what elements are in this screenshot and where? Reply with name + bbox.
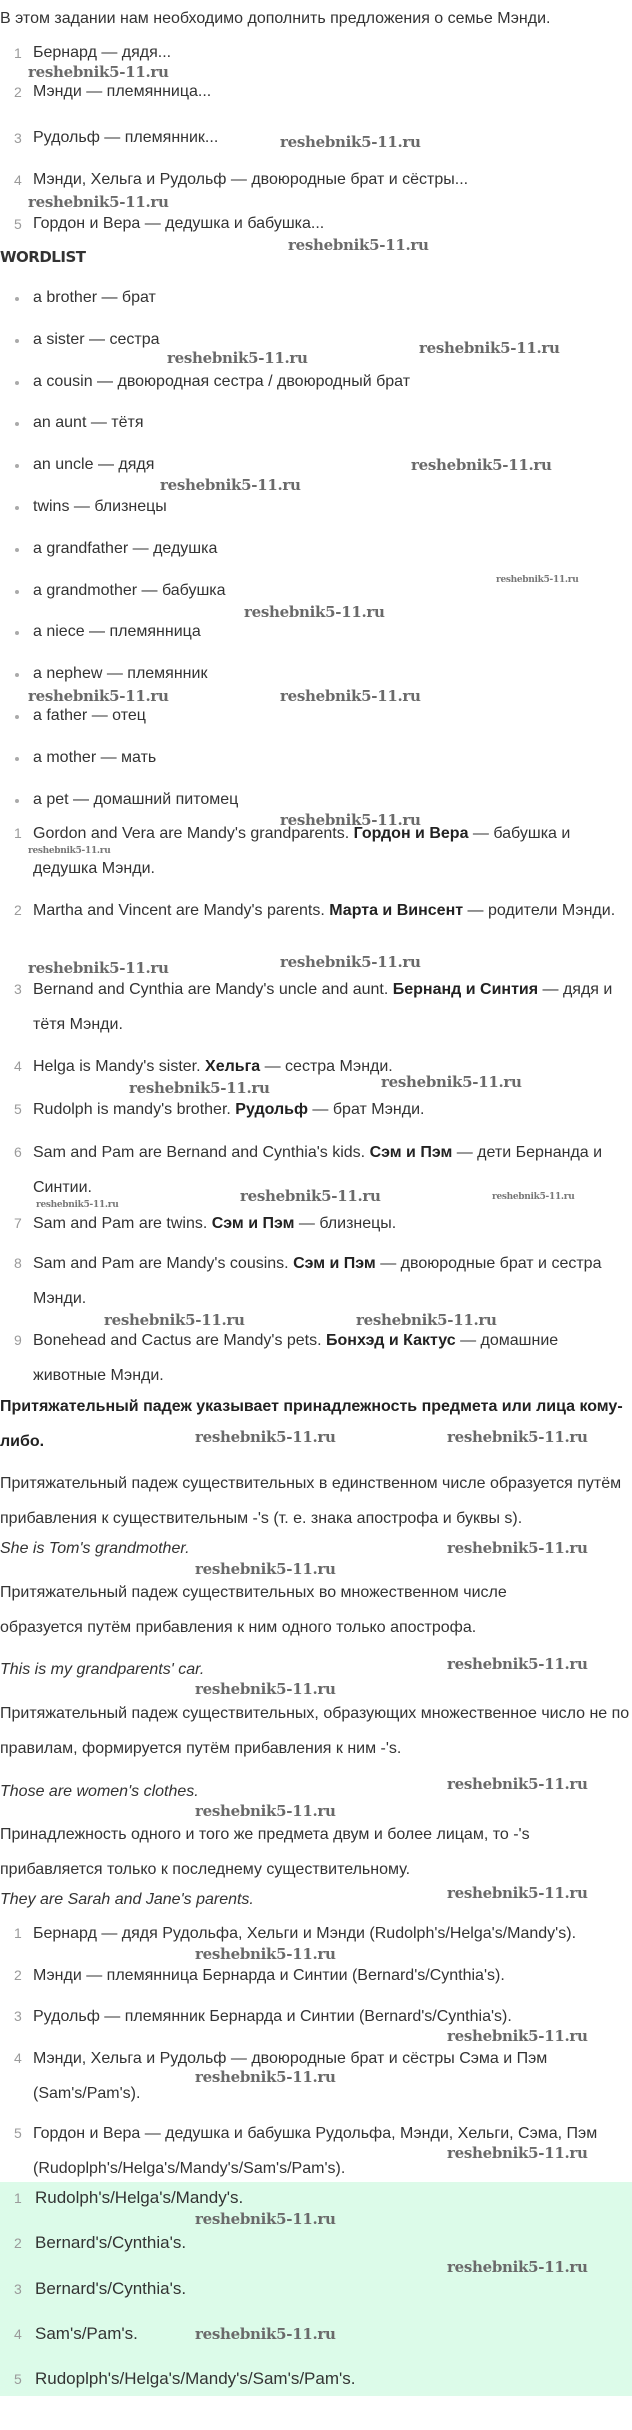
- task-item: Рудольф — племянник...: [33, 129, 219, 146]
- sentence-english: Gordon and Vera are Mandy's grandparents.: [33, 825, 354, 842]
- sentence-english: Sam and Pam are Mandy's cousins.: [33, 1255, 294, 1272]
- watermark-text: reshebnik5-11.ru: [447, 2027, 588, 2045]
- item-number: 5: [14, 216, 22, 232]
- wordlist-item: a nephew — племянник: [33, 665, 208, 683]
- example-4: They are Sarah and Jane's parents.: [0, 1891, 254, 1908]
- full-answer-item: Бернард — дядя Рудольфа, Хельги и Мэнди (Rudolph's/Helga's/Mandy's).: [33, 1925, 577, 1942]
- sentence-item: [33, 1092, 631, 1127]
- sentence-russian: — сестра Мэнди.: [260, 1058, 393, 1075]
- watermark-text: reshebnik5-11.ru: [28, 63, 169, 81]
- answer-item: Rudoplph's/Helga's/Mandy's/Sam's/Pam's.: [35, 2369, 356, 2389]
- bullet-icon: [15, 422, 19, 426]
- watermark-text: reshebnik5-11.ru: [447, 2144, 588, 2162]
- wordlist-item: a mother — мать: [33, 748, 157, 766]
- intro-text: В этом задании нам необходимо дополнить предложения о семье Мэнди.: [0, 10, 551, 27]
- item-number: 8: [14, 1255, 22, 1271]
- watermark-text: reshebnik5-11.ru: [195, 1428, 336, 1446]
- watermark-text: reshebnik5-11.ru: [195, 2210, 336, 2228]
- sentence-russian: — дядя и тётя Мэнди.: [33, 981, 613, 1033]
- sentence-subject: Сэм и Пэм: [211, 1215, 295, 1232]
- watermark-text: reshebnik5-11.ru: [280, 133, 421, 151]
- wordlist-item: a pet — домашний питомец: [33, 790, 239, 808]
- bullet-icon: [15, 339, 19, 343]
- watermark-text: reshebnik5-11.ru: [447, 1884, 588, 1902]
- task-item: Гордон и Вера — дедушка и бабушка...: [33, 215, 325, 232]
- item-number: 4: [14, 172, 22, 188]
- watermark-text: reshebnik5-11.ru: [240, 1187, 381, 1205]
- sentence-item: [33, 893, 631, 928]
- rule-paragraph-3: Притяжательный падеж существительных, образующих множественное число не по правилам, формируется путём прибавления к ним -'s.: [0, 1705, 630, 1757]
- watermark-text: reshebnik5-11.ru: [28, 846, 111, 856]
- task-item: Мэнди, Хельга и Рудольф — двоюродные брат и сёстры...: [33, 171, 469, 188]
- bullet-icon: [15, 715, 19, 719]
- answer-item: Rudolph's/Helga's/Mandy's.: [35, 2188, 244, 2207]
- full-answer-item: Мэнди — племянница Бернарда и Синтии (Bernard's/Cynthia's).: [33, 1967, 505, 1984]
- item-number: 1: [14, 1925, 22, 1941]
- sentence-english: Sam and Pam are Bernand and Cynthia's kids.: [33, 1144, 370, 1161]
- item-number: 3: [14, 981, 22, 997]
- rule-paragraph-2: Притяжательный падеж существительных во множественном числе образуется путём прибавления к ним одного только апострофа.: [0, 1584, 507, 1636]
- watermark-text: reshebnik5-11.ru: [195, 1945, 336, 1963]
- wordlist-item: a grandmother — бабушка: [33, 581, 226, 599]
- item-number: 3: [14, 130, 22, 146]
- watermark-text: reshebnik5-11.ru: [496, 575, 579, 585]
- wordlist-item: a sister — сестра: [33, 330, 160, 348]
- watermark-text: reshebnik5-11.ru: [195, 1802, 336, 1820]
- bullet-icon: [15, 297, 19, 301]
- wordlist-item: a father — отец: [33, 707, 146, 724]
- sentence-subject: Хельга: [205, 1058, 261, 1075]
- watermark-text: reshebnik5-11.ru: [244, 603, 385, 621]
- item-number: 5: [14, 2125, 22, 2141]
- sentence-english: Bernand and Cynthia are Mandy's uncle and aunt.: [33, 981, 393, 998]
- watermark-text: reshebnik5-11.ru: [36, 1200, 119, 1210]
- sentence-item: [33, 1049, 631, 1084]
- watermark-text: reshebnik5-11.ru: [447, 1428, 588, 1446]
- full-answer-item: Рудольф — племянник Бернарда и Синтии (Bernard's/Cynthia's).: [33, 2008, 512, 2025]
- item-number: 5: [14, 2371, 22, 2388]
- watermark-text: reshebnik5-11.ru: [381, 1073, 522, 1091]
- wordlist-item: twins — близнецы: [33, 498, 167, 515]
- sentence-subject: Марта и Винсент: [329, 902, 464, 919]
- sentence-english: Rudolph is mandy's brother.: [33, 1101, 236, 1118]
- sentence-english: Sam and Pam are twins.: [33, 1215, 212, 1232]
- full-answer-item: Гордон и Вера — дедушка и бабушка Рудольфа, Мэнди, Хельги, Сэма, Пэм (Rudoplph's/Helga's/Mandy's/Sam's/Pam's).: [33, 2125, 598, 2177]
- answer-item: Sam's/Pam's.: [35, 2323, 138, 2343]
- item-number: 9: [14, 1332, 22, 1348]
- wordlist-item: an aunt — тётя: [33, 414, 144, 432]
- watermark-text: reshebnik5-11.ru: [419, 339, 560, 357]
- wordlist-item: a grandfather — дедушка: [33, 539, 218, 557]
- watermark-text: reshebnik5-11.ru: [167, 349, 308, 367]
- item-number: 7: [14, 1215, 22, 1231]
- watermark-text: reshebnik5-11.ru: [195, 1560, 336, 1578]
- sentence-item: [33, 972, 631, 1042]
- bullet-icon: [15, 757, 19, 761]
- example-1: She is Tom's grandmother.: [0, 1540, 190, 1557]
- watermark-text: reshebnik5-11.ru: [28, 687, 169, 705]
- item-number: 4: [14, 1058, 22, 1074]
- watermark-text: reshebnik5-11.ru: [447, 2258, 588, 2276]
- watermark-text: reshebnik5-11.ru: [104, 1311, 245, 1329]
- sentence-russian: — домашние животные Мэнди.: [33, 1332, 559, 1384]
- watermark-text: reshebnik5-11.ru: [28, 959, 169, 977]
- sentence-item: [33, 1246, 631, 1316]
- sentence-subject: Бернанд и Синтия: [392, 981, 539, 998]
- watermark-text: reshebnik5-11.ru: [195, 2325, 336, 2343]
- rule-paragraph-4: Принадлежность одного и того же предмета двум и более лицам, то -'s прибавляется только к последнему существительному.: [0, 1826, 530, 1878]
- item-number: 2: [14, 902, 22, 918]
- item-number: 5: [14, 1101, 22, 1117]
- task-item: Мэнди — племянница...: [33, 83, 212, 100]
- sentence-item: [33, 1323, 631, 1393]
- watermark-text: reshebnik5-11.ru: [280, 953, 421, 971]
- bullet-icon: [15, 506, 19, 510]
- watermark-text: reshebnik5-11.ru: [492, 1192, 575, 1202]
- item-number: 1: [14, 2190, 22, 2206]
- bullet-icon: [15, 381, 19, 385]
- item-number: 1: [14, 45, 22, 61]
- example-2: This is my grandparents' car.: [0, 1661, 205, 1678]
- sentence-subject: Сэм и Пэм: [369, 1144, 453, 1161]
- sentence-subject: Гордон и Вера: [353, 825, 469, 842]
- rule-heading: Притяжательный падеж указывает принадлежность предмета или лица кому-либо.: [0, 1398, 623, 1450]
- wordlist-title: WORDLIST: [0, 248, 86, 266]
- sentence-russian: — бабушка и дедушка Мэнди.: [33, 825, 571, 877]
- bullet-icon: [15, 673, 19, 677]
- item-number: 3: [14, 2008, 22, 2024]
- bullet-icon: [15, 548, 19, 552]
- sentence-item: [33, 1206, 631, 1241]
- example-3: Those are women's clothes.: [0, 1783, 199, 1800]
- sentence-subject: Сэм и Пэм: [293, 1255, 376, 1272]
- task-item: Бернард — дядя...: [33, 44, 172, 61]
- answer-item: Bernard's/Cynthia's.: [35, 2233, 187, 2253]
- watermark-text: reshebnik5-11.ru: [195, 1680, 336, 1698]
- bullet-icon: [15, 464, 19, 468]
- sentence-english: Martha and Vincent are Mandy's parents.: [33, 902, 330, 919]
- sentence-subject: Бонхэд и Кактус: [326, 1332, 456, 1349]
- watermark-text: reshebnik5-11.ru: [447, 1655, 588, 1673]
- answer-item: Bernard's/Cynthia's.: [35, 2278, 187, 2298]
- watermark-text: reshebnik5-11.ru: [447, 1775, 588, 1793]
- sentence-russian: — близнецы.: [294, 1215, 397, 1232]
- sentence-english: Helga is Mandy's sister.: [33, 1058, 206, 1075]
- sentence-english: Bonehead and Cactus are Mandy's pets.: [33, 1332, 327, 1349]
- wordlist-item: a niece — племянница: [33, 623, 201, 641]
- bullet-icon: [15, 799, 19, 803]
- sentence-russian: — родители Мэнди.: [463, 902, 616, 919]
- watermark-text: reshebnik5-11.ru: [288, 236, 429, 254]
- item-number: 2: [14, 84, 22, 100]
- rule-paragraph-1: Притяжательный падеж существительных в единственном числе образуется путём прибавления к существительным -'s (т. е. знака апострофа и буквы s).: [0, 1475, 622, 1527]
- watermark-text: reshebnik5-11.ru: [195, 2068, 336, 2086]
- full-answer-item: Мэнди, Хельга и Рудольф — двоюродные брат и сёстры Сэма и Пэм (Sam's/Pam's).: [33, 2050, 548, 2102]
- watermark-text: reshebnik5-11.ru: [28, 193, 169, 211]
- item-number: 6: [14, 1144, 22, 1160]
- wordlist-item: an uncle — дядя: [33, 456, 155, 474]
- bullet-icon: [15, 631, 19, 635]
- watermark-text: reshebnik5-11.ru: [356, 1311, 497, 1329]
- watermark-text: reshebnik5-11.ru: [411, 456, 552, 474]
- item-number: 1: [14, 825, 22, 841]
- item-number: 3: [14, 2280, 22, 2297]
- item-number: 4: [14, 2325, 22, 2342]
- watermark-text: reshebnik5-11.ru: [280, 811, 421, 829]
- sentence-russian: — брат Мэнди.: [307, 1101, 425, 1118]
- sentence-russian: — дети Бернанда и Синтии.: [33, 1144, 603, 1196]
- item-number: 4: [14, 2050, 22, 2066]
- wordlist-item: a cousin — двоюродная сестра / двоюродный брат: [33, 372, 411, 390]
- watermark-text: reshebnik5-11.ru: [129, 1079, 270, 1097]
- wordlist-item: a brother — брат: [33, 289, 156, 306]
- watermark-text: reshebnik5-11.ru: [160, 476, 301, 494]
- item-number: 2: [14, 2235, 22, 2252]
- item-number: 2: [14, 1967, 22, 1983]
- watermark-text: reshebnik5-11.ru: [280, 687, 421, 705]
- sentence-subject: Рудольф: [235, 1101, 308, 1118]
- sentence-russian: — двоюродные брат и сестра Мэнди.: [33, 1255, 602, 1307]
- bullet-icon: [15, 590, 19, 594]
- watermark-text: reshebnik5-11.ru: [447, 1539, 588, 1557]
